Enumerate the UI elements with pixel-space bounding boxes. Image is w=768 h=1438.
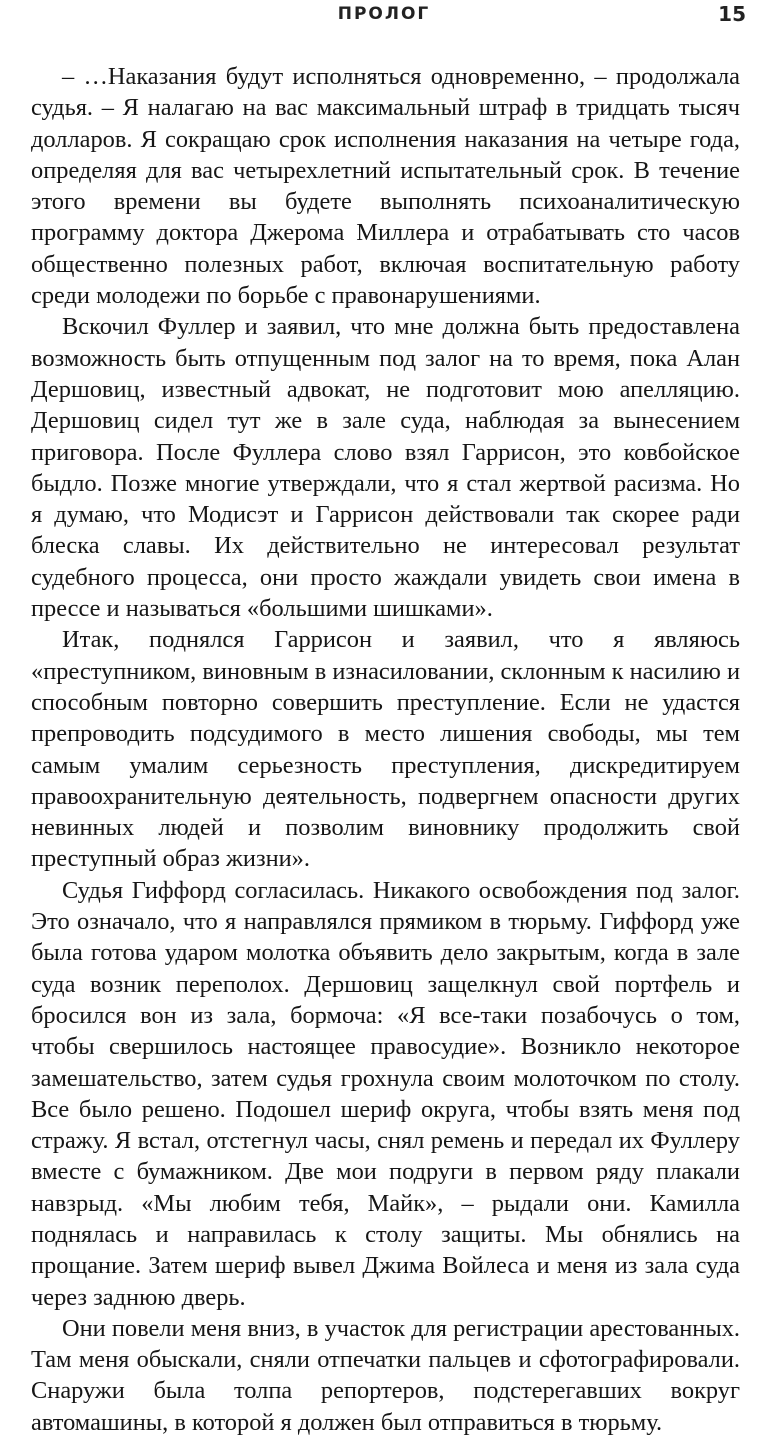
paragraph-1: – …Наказания будут исполняться одновременно, – продолжала судья. – Я налагаю на вас максимальный штраф в тридцать тысяч долларов. Я сокращаю срок исполнения наказания на четыре года, определяя для вас четырехлетний испытательный срок. В течение этого времени вы будете выполнять психоаналитическую программу доктора Джерома Миллера и отрабатывать сто часов общественно полезных работ, включая воспитательную работу среди молодежи по борьбе с правонарушениями.	[31, 63, 740, 310]
page-number: 15	[718, 2, 746, 26]
paragraph-2: Вскочил Фуллер и заявил, что мне должна быть предоставлена возможность быть отпущенным под залог на то время, пока Алан Дершовиц, известный адвокат, не подготовит мою апелляцию. Дершовиц сидел тут же в зале суда, наблюдая за вынесением приговора. После Фуллера слово взял Гаррисон, это ковбойское быдло. Позже многие утверждали, что я стал жертвой расизма. Но я думаю, что Модисэт и Гаррисон действовали так скорее ради блеска славы. Их действительно не интересовал результат судебного процесса, они просто жаждали увидеть свои имена в прессе и называться «большими шишками».	[31, 313, 740, 623]
paragraph-5: Они повели меня вниз, в участок для регистрации арестованных. Там меня обыскали, сняли отпечатки пальцев и сфотографировали. Снаружи была толпа репортеров, подстерегавших вокруг автомашины, в которой я должен был отправиться в тюрьму.	[31, 1314, 740, 1436]
paragraph-3: Итак, поднялся Гаррисон и заявил, что я являюсь «преступником, виновным в изнасиловании, склонным к насилию и способным повторно совершить преступление. Если не удастся препроводить подсудимого в место лишения свободы, мы тем самым умалим серьезность преступления, дискредитируем правоохранительную деятельность, подвергнем опасности других невинных людей и позволим виновнику продолжить свой преступный образ жизни».	[31, 626, 740, 873]
body-text	[31, 61, 740, 1438]
paragraph-4: Судья Гиффорд согласилась. Никакого освобождения под залог. Это означало, что я направлялся прямиком в тюрьму. Гиффорд уже была готова ударом молотка объявить дело закрытым, когда в зале суда возник переполох. Дершовиц защелкнул свой портфель и бросился вон из зала, бормоча: «Я все-таки позабочусь о том, чтобы свершилось настоящее правосудие». Возникло некоторое замешательство, затем судья грохнула своим молоточком по столу. Все было решено. Подошел шериф округа, чтобы взять меня под стражу. Я встал, отстегнул часы, снял ремень и передал их Фуллеру вместе с бумажником. Две мои подруги в первом ряду плакали навзрыд. «Мы любим тебя, Майк», – рыдали они. Камилла поднялась и направилась к столу защиты. Мы обнялись на прощание. Затем шериф вывел Джима Войлеса и меня из зала суда через заднюю дверь.	[31, 876, 740, 1311]
running-title: ПРОЛОГ	[337, 4, 431, 24]
